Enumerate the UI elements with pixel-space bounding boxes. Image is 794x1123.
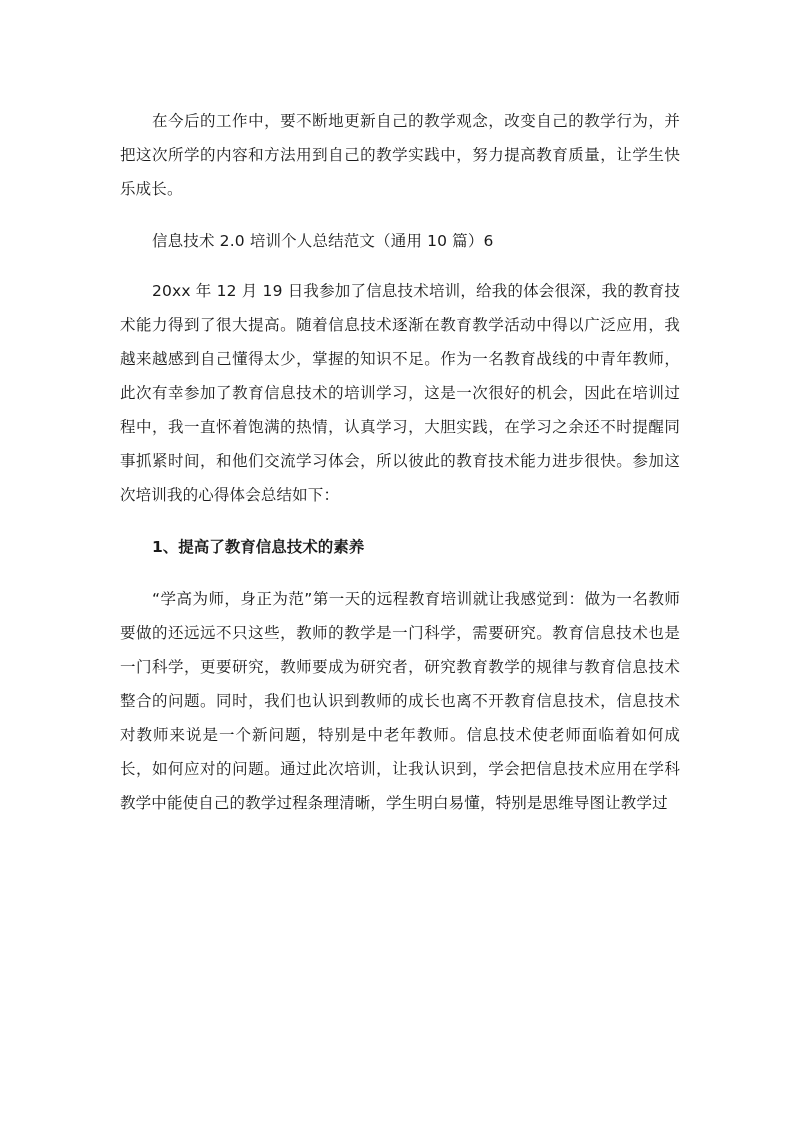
document-body (120, 104, 680, 820)
paragraph-spacer (120, 512, 680, 530)
paragraph-spacer (120, 564, 680, 582)
paragraph-closing-remarks: 在今后的工作中，要不断地更新自己的教学观念，改变自己的教学行为，并把这次所学的内容和方法用到自己的教学实践中，努力提高教育质量，让学生快乐成长。 (120, 112, 680, 198)
paragraph-spacer (120, 258, 680, 274)
section-title: 信息技术 2.0 培训个人总结范文（通用 10 篇）6 (152, 232, 494, 250)
paragraph-training-intro: 20xx 年 12 月 19 日我参加了信息技术培训，给我的体会很深，我的教育技术能力得到了很大提高。随着信息技术逐渐在教育教学活动中得以广泛应用，我越来越感到自己懂得太少，掌握的知识不足。作为一名教育战线的中青年教师，此次有幸参加了教育信息技术的培训学习，这是一次很好的机会，因此在培训过程中，我一直怀着饱满的热情，认真学习，大胆实践，在学习之余还不时提醒同事抓紧时间，和他们交流学习体会，所以彼此的教育技术能力进步很快。参加这次培训我的心得体会总结如下： (120, 282, 680, 504)
paragraph-spacer (120, 206, 680, 224)
subheading-literacy: 1、提高了教育信息技术的素养 (152, 538, 365, 556)
paragraph-literacy-body: “学高为师，身正为范”第一天的远程教育培训就让我感觉到：做为一名教师要做的还远远不只这些，教师的教学是一门科学，需要研究。教育信息技术也是一门科学，更要研究，教师要成为研究者，研究教育教学的规律与教育信息技术整合的问题。同时，我们也认识到教师的成长也离不开教育信息技术，信息技术对教师来说是一个新问题，特别是中老年教师。信息技术使老师面临着如何成长，如何应对的问题。通过此次培训，让我认识到，学会把信息技术应用在学科教学中能使自己的教学过程条理清晰，学生明白易懂，特别是思维导图让教学过 (120, 590, 680, 812)
